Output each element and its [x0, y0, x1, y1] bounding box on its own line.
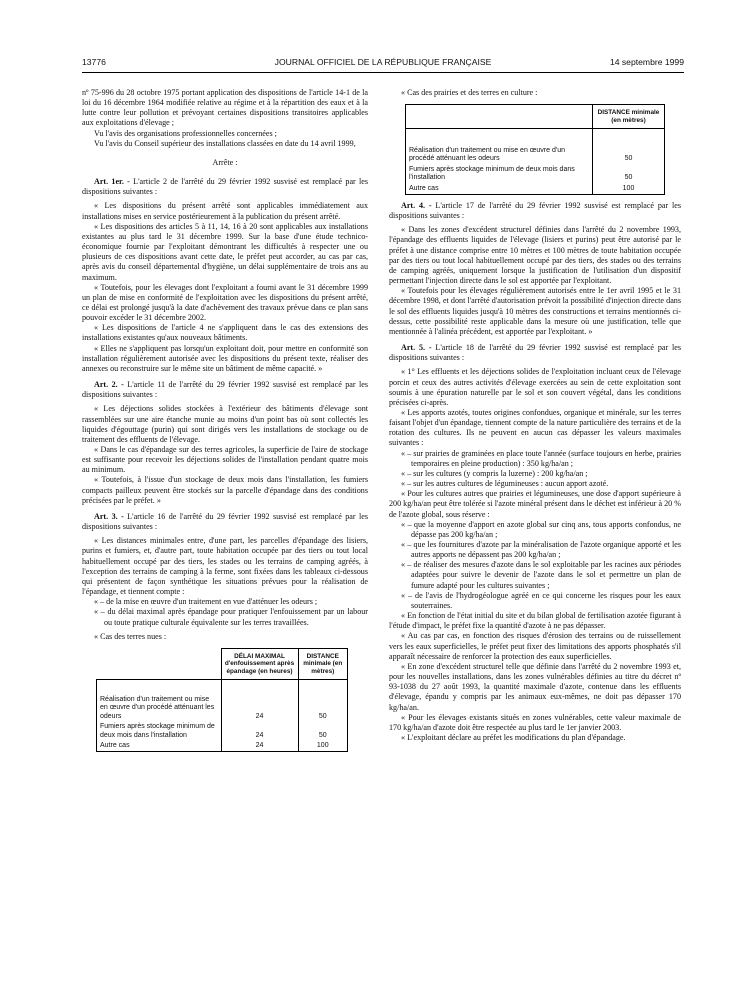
article-5-paragraph: « En fonction de l'état initial du site et du bilan global de fertilisation azotée figurant à l'étude d'impact, le préfet fixe la quantité d'azote à ne pas dépasser. [389, 611, 681, 631]
prairies-label: « Cas des prairies et des terres en culture : [401, 88, 538, 97]
article-2-text: L'article 11 de l'arrêté du 29 février 1992 susvisé est remplacé par les dispositions suivantes : [82, 380, 369, 400]
column-header: DISTANCE minimale (en mètres) [593, 105, 665, 129]
cell-delai: 24 [221, 741, 298, 752]
table-row [406, 165, 665, 184]
row-label: Fumiers après stockage minimum de deux mois dans l'installation [97, 722, 222, 741]
article-3-heading: Art. 3. - [94, 511, 124, 521]
list-item: « – sur les autres cultures de légumineuses : aucun apport azoté. [401, 479, 609, 489]
issue-date: 14 septembre 1999 [609, 57, 684, 67]
cell-distance: 50 [593, 128, 665, 164]
table-row [97, 722, 348, 741]
list-item: « – que la moyenne d'apport en azote global sur cinq ans, tous apports confondus, ne dépasse pas 200 kg/ha/an ; [401, 519, 681, 539]
article-1-paragraph: « Toutefois, pour les élevages dont l'exploitant a fourni avant le 31 décembre 1999 un plan de mise en conformité de l'exploitation avec les dispositions du présent arrêté, ce délai est prolongé jusqu'à la date d'achèvement des travaux prévue dans ce plan sans pouvoir excéder le 31 décembre 2002. [82, 282, 368, 323]
article-2-heading: Art. 2. - [94, 380, 124, 390]
cell-delai: 24 [221, 722, 298, 741]
terres-nues-table [96, 648, 348, 753]
article-4-paragraph: « Dans les zones d'excédent structurel définies dans l'arrêté du 2 novembre 1993, l'épandage des effluents liquides de l'élevage (lisiers et purins) peut être autorisé par le préfet à une distance comprise entre 10 mètres et 100 mètres de toute habitation occupée par des tiers ou tout local habituellement occupé par des tiers, des stades ou des terrains de camping agréés, uniquement lorsque la justification de l'utilisation d'un dispositif permettant l'injection directe dans le sol est apportée par l'exploitant. [389, 225, 681, 286]
article-2-paragraph: « Toutefois, à l'issue d'un stockage de deux mois dans l'installation, les fumiers compacts pailleux peuvent être stockés sur la parcelle d'épandage dans des conditions précisées par le préfet. » [82, 475, 368, 505]
article-1-paragraph: « Les dispositions du présent arrêté sont applicables immédiatement aux installations mises en service postérieurement à la publication du présent arrêté. [82, 201, 368, 221]
list-item: « – que les fournitures d'azote par la minéralisation de l'azote organique apporté et les autres apports ne dépassent pas 200 kg/ha/an ; [401, 540, 681, 560]
row-label: Fumiers après stockage minimum de deux mois dans l'installation [406, 165, 593, 184]
article-5-text: L'article 18 de l'arrêté du 29 février 1992 susvisé est remplacé par les dispositions suivantes : [389, 343, 681, 363]
table-row [406, 184, 665, 195]
nitrogen-limits-list [389, 449, 681, 490]
table-corner [406, 105, 593, 129]
cell-distance: 50 [298, 722, 348, 741]
vu-paragraph-2: Vu l'avis du Conseil supérieur des installations classées en date du 14 avril 1999, [94, 138, 356, 148]
list-item: « – de l'avis de l'hydrogéologue agréé en ce qui concerne les risques pour les eaux souterraines. [401, 590, 681, 610]
article-4-heading: Art. 4. - [401, 201, 432, 210]
table-row [406, 128, 665, 164]
article-4 [389, 201, 681, 221]
article-2-paragraph: « Dans le cas d'épandage sur des terres agricoles, la superficie de l'aire de stockage est suffisante pour recevoir les déjections solides de l'installation pendant quatre mois au minimum. [82, 445, 368, 475]
right-column [389, 88, 681, 743]
list-item: « – sur les cultures (y compris la luzerne) : 200 kg/ha/an ; [401, 468, 588, 478]
article-1-text: L'article 2 de l'arrêté du 29 février 1992 susvisé est remplacé par les dispositions suivantes : [82, 177, 368, 197]
header-rule [82, 72, 684, 73]
column-header: DISTANCE minimale (en mètres) [298, 648, 348, 679]
table-corner [97, 648, 222, 679]
arrete-heading: Arrête : [212, 157, 238, 167]
list-item: « – du délai maximal après épandage pour pratiquer l'enfouissement par un labour ou toute pratique culturale équivalente sur les terres travaillées. [94, 607, 368, 627]
article-5-paragraph: « L'exploitant déclare au préfet les modifications du plan d'épandage. [401, 732, 626, 742]
conditions-list [389, 520, 681, 611]
article-4-text: L'article 17 de l'arrêté du 29 février 1992 susvisé est remplacé par les dispositions suivantes : [389, 201, 681, 221]
list-item: « – de réaliser des mesures d'azote dans le sol exploitable par les racines aux périodes adaptées pour suivre le devenir de l'azote dans le sol et permettre un plan de fumure adapté pour les cultures suivantes ; [401, 560, 681, 590]
article-5-paragraph: « En zone d'excédent structurel telle que définie dans l'arrêté du 2 novembre 1993 et, pour les nouvelles installations, dans les zones vulnérables définies au titre du décret nº 93-1038 du 27 août 1993, la quantité maximale d'azote, contenue dans les effluents d'élevage, épandu y compris par les animaux eux-mêmes, ne doit pas dépasser 170 kg/ha/an. [389, 661, 681, 712]
article-1-paragraph: « Les dispositions des articles 5 à 11, 14, 16 à 20 sont applicables aux installations existantes au plus tard le 31 décembre 1999. Sur la base d'une étude technico-économique fournie par l'exploitant démontrant les difficultés à respecter une ou plusieurs de ces dispositions avant cette date, le préfet peut accorder, au cas par cas, après avis du conseil départemental d'hygiène, un délai supplémentaire de trois ans au maximum. [82, 221, 368, 282]
row-label: Autre cas [406, 184, 593, 195]
article-3-paragraph: « Les distances minimales entre, d'une part, les parcelles d'épandage des lisiers, purins et fumiers, et, d'autre part, toute habitation occupée par des tiers ou tout local habituellement occupé par des tiers, les stades ou les terrains de camping agréés, à l'exception des terrains de camping à la ferme, sont fixées dans les tableaux ci-dessous qui présentent de façon synthétique les situations prévues pour la réalisation de l'épandage, et tiennent compte : [82, 536, 368, 597]
cell-delai: 24 [221, 680, 298, 723]
article-5-paragraph: « 1° Les effluents et les déjections solides de l'exploitation incluant ceux de l'élevage porcin et ceux des autres activités d'élevage exercées au sein de cette exploitation sont soumis à une épuration naturelle par le sol et son couvert végétal, dans les conditions précisées ci-après. [389, 367, 681, 407]
article-2 [82, 380, 368, 400]
prairies-table [405, 104, 665, 195]
column-header: DÉLAI MAXIMAL d'enfouissement après épandage (en heures) [221, 648, 298, 679]
article-1-heading: Art. 1er. - [94, 177, 130, 187]
article-5-heading: Art. 5. - [401, 343, 432, 353]
intro-paragraph: nº 75-996 du 28 octobre 1975 portant application des dispositions de l'article 14-1 de la loi du 16 décembre 1964 modifiée relative au régime et à la répartition des eaux et à la lutte contre leur pollution et prévoyant certaines dispositions transitoires applicables aux exploitations d'élevage ; [82, 88, 368, 128]
page-number: 13776 [82, 57, 106, 67]
cell-distance: 50 [593, 165, 665, 184]
cell-distance: 100 [593, 184, 665, 195]
cell-distance: 50 [298, 680, 348, 723]
article-3 [82, 512, 368, 532]
row-label: Réalisation d'un traitement ou mise en œuvre d'un procédé atténuant les odeurs [406, 128, 593, 164]
article-5-paragraph: « Pour les cultures autres que prairies et légumineuses, une dose d'apport supérieure à 200 kg/ha/an peut être tolérée si l'azote minéral présent dans le déchet est inférieur à 20 % de l'azote global, sous réserve : [389, 489, 681, 519]
terres-nues-label: « Cas des terres nues : [94, 631, 167, 641]
article-4-paragraph: « Toutefois pour les élevages régulièrement autorisés entre le 1er avril 1995 et le 31 décembre 1998, et dont l'arrêté d'autorisation prévoit la possibilité d'injection directe dans le sol des effluents liquides jusqu'à 10 mètres des constructions et terrains mentionnés ci-dessus, cette possibilité reste applicable dans la mesure où une justification, telle que mentionnée à l'alinéa précédent, est apportée par l'exploitant. » [389, 286, 681, 336]
article-5 [389, 343, 681, 363]
row-label: Réalisation d'un traitement ou mise en œuvre d'un procédé atténuant les odeurs [97, 680, 222, 723]
page-header [82, 57, 684, 71]
row-label: Autre cas [97, 741, 222, 752]
journal-title: JOURNAL OFFICIEL DE LA RÉPUBLIQUE FRANÇAISE [274, 57, 492, 67]
article-1-paragraph: « Elles ne s'appliquent pas lorsqu'un exploitant doit, pour mettre en conformité son installation régulièrement autorisée avec les dispositions du présent texte, réaliser des annexes ou reconstruire sur le même site un bâtiment de même capacité. » [82, 343, 368, 373]
article-1-paragraph: « Les dispositions de l'article 4 ne s'appliquent dans le cas des extensions des installations existantes qu'aux nouveaux bâtiments. [82, 323, 368, 343]
table-row [97, 741, 348, 752]
article-5-paragraph: « Pour les élevages existants situés en zones vulnérables, cette valeur maximale de 170 kg/ha/an d'azote doit être respectée au plus tard le 1er janvier 2003. [389, 712, 681, 732]
article-2-paragraph: « Les déjections solides stockées à l'extérieur des bâtiments d'élevage sont rassemblées sur une aire étanche munie au moins d'un point bas où sont collectés les liquides d'égouttage (purin) qui sont dirigés vers les installations de stockage ou de traitement des effluents de l'élevage. [82, 404, 368, 444]
cell-distance: 100 [298, 741, 348, 752]
table-row [97, 680, 348, 723]
article-5-paragraph: « Les apports azotés, toutes origines confondues, organique et minérale, sur les terres faisant l'objet d'un épandage, tiennent compte de la nature particulière des terrains et de la rotation des cultures. Ils ne peuvent en aucun cas dépasser les valeurs maximales suivantes : [389, 407, 681, 448]
article-3-list [82, 597, 368, 627]
left-column [82, 88, 368, 758]
article-5-paragraph: « Au cas par cas, en fonction des risques d'érosion des terrains ou de ruissellement vers les eaux superficielles, le préfet peut fixer des limitations des apports phosphatés s'il apparaît nécessaire de renforcer la protection des eaux superficielles. [389, 631, 681, 661]
vu-paragraph-1: Vu l'avis des organisations professionnelles concernées ; [94, 128, 277, 138]
article-3-text: L'article 16 de l'arrêté du 29 février 1992 susvisé est remplacé par les dispositions suivantes : [82, 511, 368, 532]
article-1 [82, 177, 368, 197]
list-item: « – sur prairies de graminées en place toute l'année (surface toujours en herbe, prairies temporaires en pleine production) : 350 kg/ha/an ; [401, 448, 681, 468]
list-item: « – de la mise en œuvre d'un traitement en vue d'atténuer les odeurs ; [94, 597, 318, 607]
